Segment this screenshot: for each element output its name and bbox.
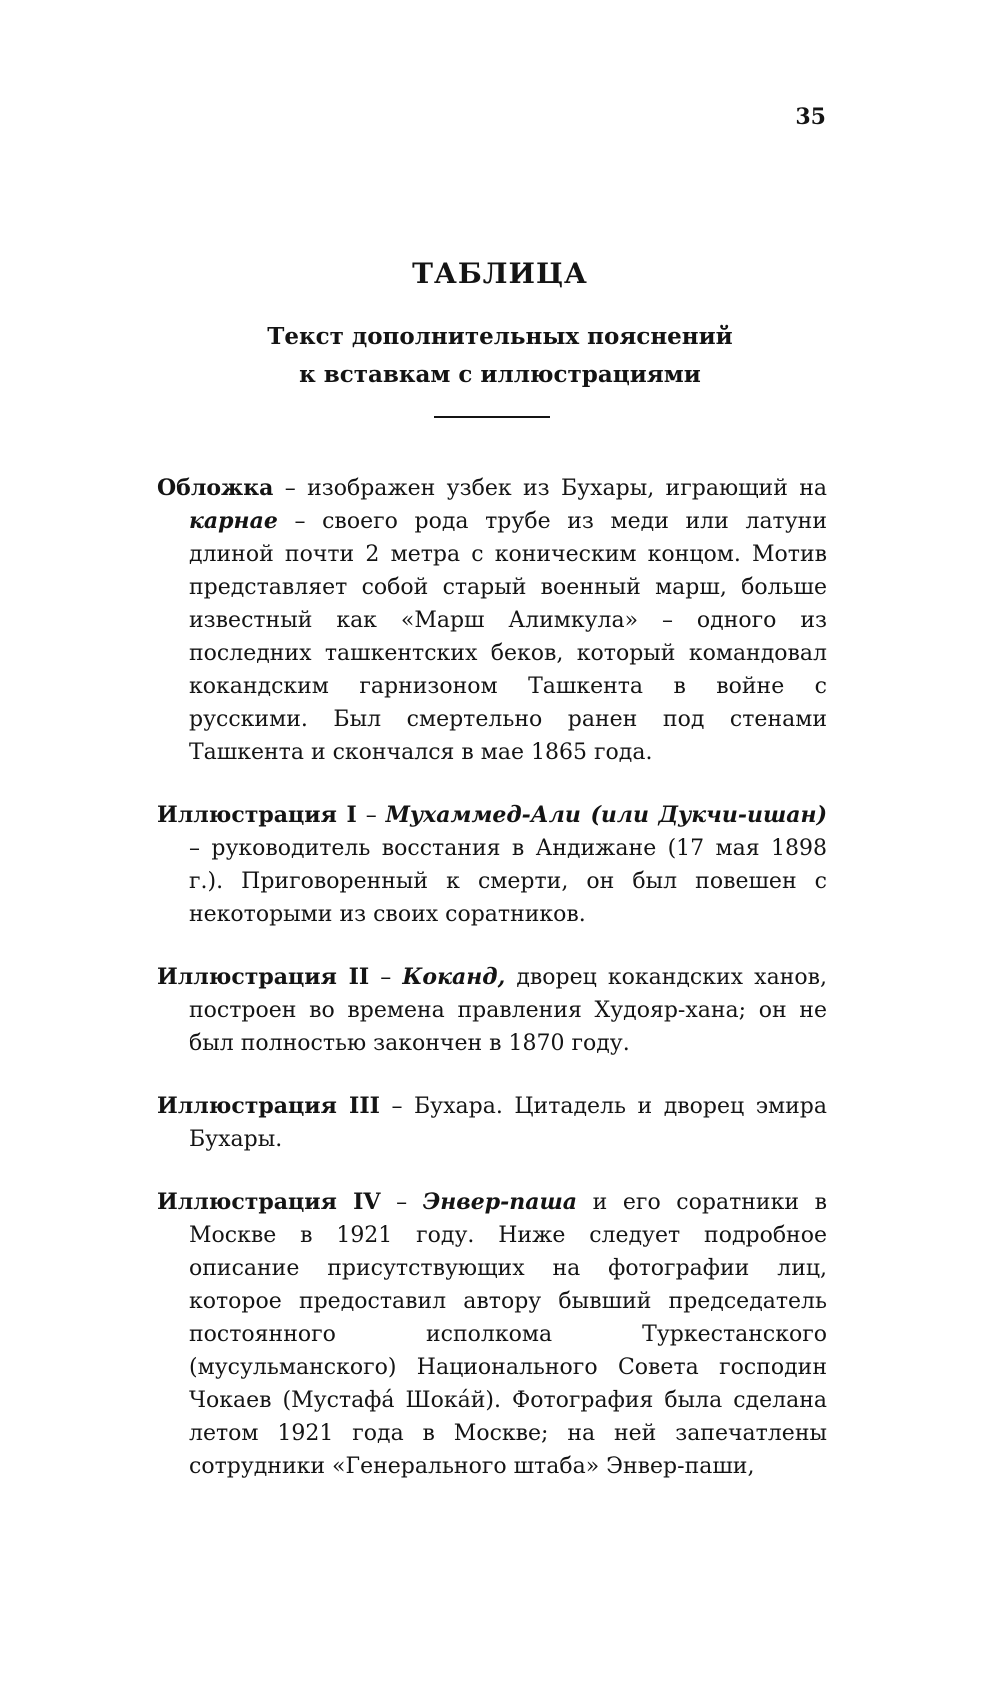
entry-separator: – [380,1190,423,1215]
entry-separator: – [356,803,386,828]
page-number: 35 [795,104,826,130]
entry-separator: – Бухара. Цитадель и дворец эмира Бухары. [189,1094,828,1152]
subtitle-line-1: Текст дополнительных пояснений [267,323,733,350]
entries-list [157,472,827,1513]
entry-term: Иллюстрация II [157,964,370,990]
entry-term: Обложка [157,475,274,501]
entry-illustration-3 [157,1090,827,1156]
entry-illustration-1 [157,799,827,931]
entry-text: и его соратники в Москве в 1921 году. Ниже следует подробное описание присутствующих на фотографии лиц, которое предоставил автору бывший председатель постоянного исполкома Туркестанского (мусульманского) Национального Совета господин Чокаев (Мустафа́ Шока́й). Фотография была сделана летом 1921 года в Москве; на ней запечатлены сотрудники «Генерального штаба» Энвер-паши, [189,1190,827,1479]
entry-text: – своего рода трубе из меди или латуни длиной почти 2 метра с коническим концом. Мотив представляет собой старый военный марш, больше известный как «Марш Алимкула» – одного из последних ташкентских беков, который командовал кокандским гарнизоном Ташкента в войне с русскими. Был смертельно ранен под стенами Ташкента и скончался в мае 1865 года. [189,509,827,765]
entry-italic-term: Мухаммед-Али (или Дукчи-ишан) [385,802,827,828]
page-subtitle [0,318,1000,394]
entry-italic-term: Коканд, [402,964,506,990]
entry-cover [157,472,827,769]
page-title: ТАБЛИЦА [412,257,588,290]
entry-text: дворец кокандских ханов, построен во времена правления Худояр-хана; он не был полностью закончен в 1870 году. [189,965,827,1056]
entry-separator: – [369,965,403,990]
title-divider [434,416,550,418]
entry-term: Иллюстрация IV [157,1189,381,1215]
entry-italic-term: Энвер-паша [422,1189,578,1215]
entry-text: – руководитель восстания в Андижане (17 мая 1898 г.). Приговоренный к смерти, он был повешен с некоторыми из своих соратников. [189,836,827,927]
entry-italic-term: карнае [189,508,278,534]
entry-illustration-2 [157,961,827,1060]
entry-term: Иллюстрация I [157,802,357,828]
entry-term: Иллюстрация III [157,1093,380,1119]
entry-separator: – изображен узбек из Бухары, играющий на [273,476,827,501]
subtitle-line-2: к вставкам с иллюстрациями [299,361,701,388]
entry-illustration-4 [157,1186,827,1483]
